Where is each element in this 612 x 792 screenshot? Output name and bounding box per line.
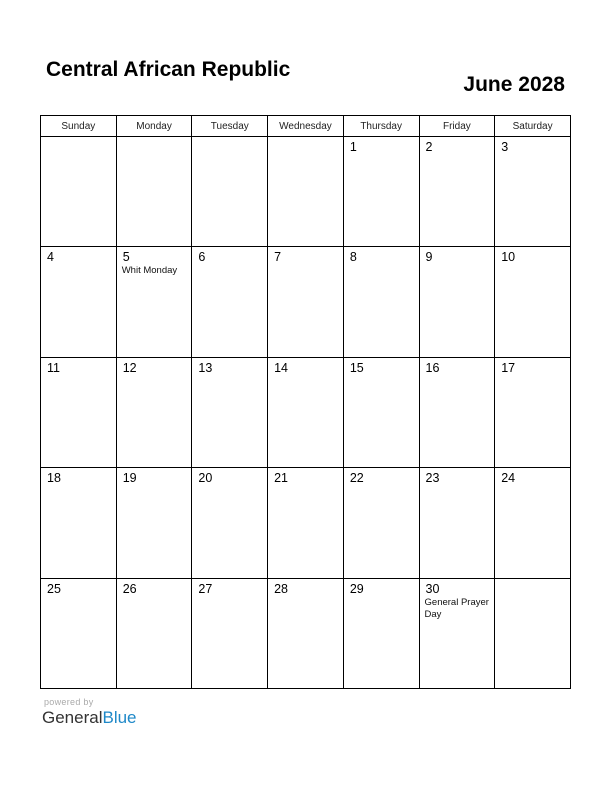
calendar-grid (40, 115, 571, 689)
day-number: 6 (198, 250, 206, 265)
day-number: 20 (198, 471, 213, 486)
day-cell (41, 578, 117, 688)
day-number: 13 (198, 360, 213, 375)
day-cell (41, 468, 117, 578)
day-number: 27 (198, 581, 213, 596)
day-number: 19 (122, 471, 137, 486)
day-number: 18 (47, 471, 61, 486)
day-cell (343, 247, 419, 357)
day-cell (419, 578, 495, 688)
day-cell (116, 357, 192, 467)
day-number: 22 (349, 471, 364, 486)
day-cell (419, 137, 495, 247)
day-number: 25 (47, 581, 61, 596)
weekday-header: Saturday (495, 116, 571, 137)
weekday-header: Thursday (343, 116, 419, 137)
day-cell (268, 468, 344, 578)
day-cell (495, 137, 571, 247)
week-row (41, 247, 571, 357)
week-row (41, 578, 571, 688)
day-number: 26 (122, 581, 137, 596)
day-cell (192, 247, 268, 357)
day-number: 5 (122, 250, 130, 265)
weekday-header-row (41, 116, 571, 137)
holiday-label: General Prayer Day (424, 596, 489, 620)
day-cell (343, 137, 419, 247)
day-cell (268, 578, 344, 688)
day-cell (116, 578, 192, 688)
day-cell (192, 137, 268, 247)
day-number: 12 (122, 360, 137, 375)
day-number: 16 (425, 360, 440, 375)
day-cell (41, 247, 117, 357)
month-title: June 2028 (463, 73, 565, 96)
day-number: 4 (47, 250, 54, 265)
generalblue-logo[interactable] (42, 708, 137, 728)
weekday-header: Tuesday (192, 116, 268, 137)
powered-by-text: powered by (44, 697, 94, 707)
day-cell (419, 357, 495, 467)
day-number: 29 (349, 581, 364, 596)
day-number: 28 (274, 581, 289, 596)
day-number: 14 (274, 360, 289, 375)
weekday-header: Wednesday (268, 116, 344, 137)
day-cell (268, 137, 344, 247)
day-cell (192, 468, 268, 578)
day-cell (116, 137, 192, 247)
day-number: 21 (274, 471, 289, 486)
day-cell (116, 247, 192, 357)
day-number: 17 (501, 360, 516, 375)
country-title: Central African Republic (46, 58, 291, 81)
day-number: 9 (425, 250, 433, 265)
week-row (41, 357, 571, 467)
day-number: 30 (425, 581, 440, 596)
weekday-header: Sunday (41, 116, 117, 137)
brand-blue: Blue (102, 708, 137, 727)
week-row (41, 137, 571, 247)
day-cell (419, 468, 495, 578)
day-cell (495, 468, 571, 578)
day-cell (343, 357, 419, 467)
day-cell (343, 578, 419, 688)
day-cell (495, 357, 571, 467)
weekday-header: Friday (419, 116, 495, 137)
day-cell (192, 578, 268, 688)
day-number: 23 (425, 471, 440, 486)
day-cell (41, 357, 117, 467)
day-number: 10 (501, 250, 516, 265)
day-cell (268, 247, 344, 357)
weekday-header: Monday (116, 116, 192, 137)
day-cell (41, 137, 117, 247)
day-number: 3 (501, 140, 509, 154)
day-cell (268, 357, 344, 467)
day-cell (343, 468, 419, 578)
holiday-label: Whit Monday (121, 265, 178, 277)
day-cell (116, 468, 192, 578)
day-cell (419, 247, 495, 357)
brand-general: General (42, 708, 103, 727)
day-number: 1 (349, 140, 357, 154)
day-number: 24 (501, 471, 516, 486)
day-number: 7 (274, 250, 282, 265)
day-number: 15 (349, 360, 364, 375)
day-number: 2 (425, 140, 433, 154)
day-cell (495, 247, 571, 357)
day-cell (192, 357, 268, 467)
day-number: 11 (47, 360, 60, 375)
day-number: 8 (349, 250, 357, 265)
week-row (41, 468, 571, 578)
day-cell (495, 578, 571, 688)
